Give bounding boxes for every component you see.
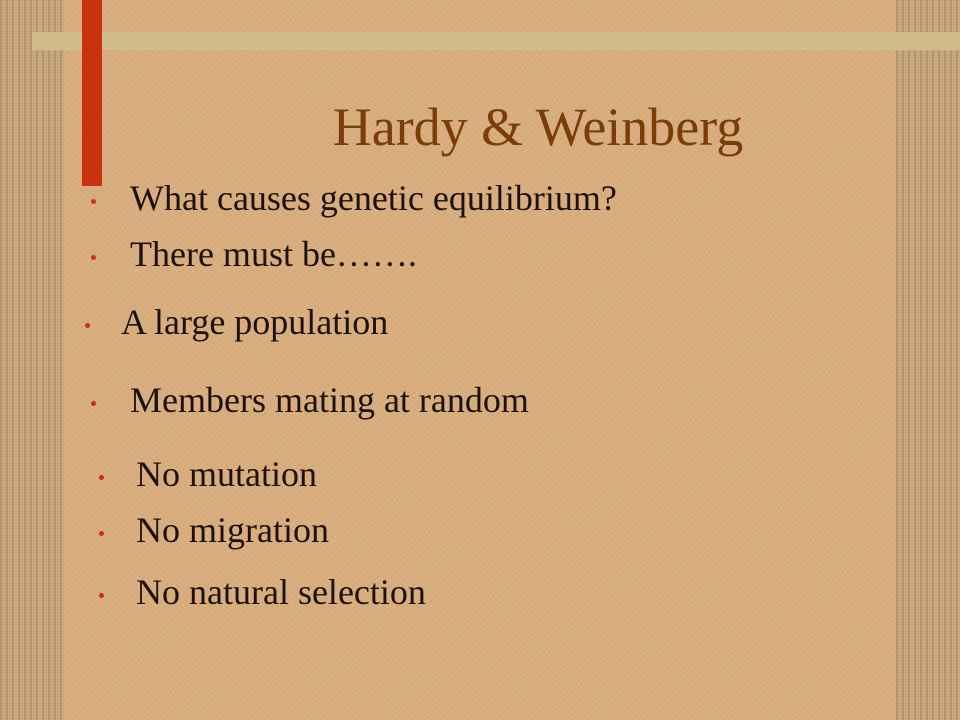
bullet-text: Members mating at random	[130, 380, 529, 420]
bullet-text: No mutation	[136, 454, 317, 494]
bullet-text: No natural selection	[136, 572, 426, 612]
bullet-text: No migration	[136, 510, 329, 550]
bullet-dot	[99, 593, 104, 598]
bullet-text: What causes genetic equilibrium?	[130, 178, 617, 218]
top-accent-bar	[32, 32, 960, 50]
bullet-dot	[85, 323, 90, 328]
bullet-text: A large population	[121, 302, 389, 342]
slide-title: Hardy & Weinberg	[332, 97, 744, 157]
bullet-dot	[91, 199, 96, 204]
bullet-dot	[91, 255, 96, 260]
bullet-dot	[91, 401, 96, 406]
bullet-dot	[99, 475, 104, 480]
bullet-text: There must be…….	[130, 234, 417, 274]
red-accent-bar	[82, 0, 102, 186]
bullet-dot	[99, 531, 104, 536]
